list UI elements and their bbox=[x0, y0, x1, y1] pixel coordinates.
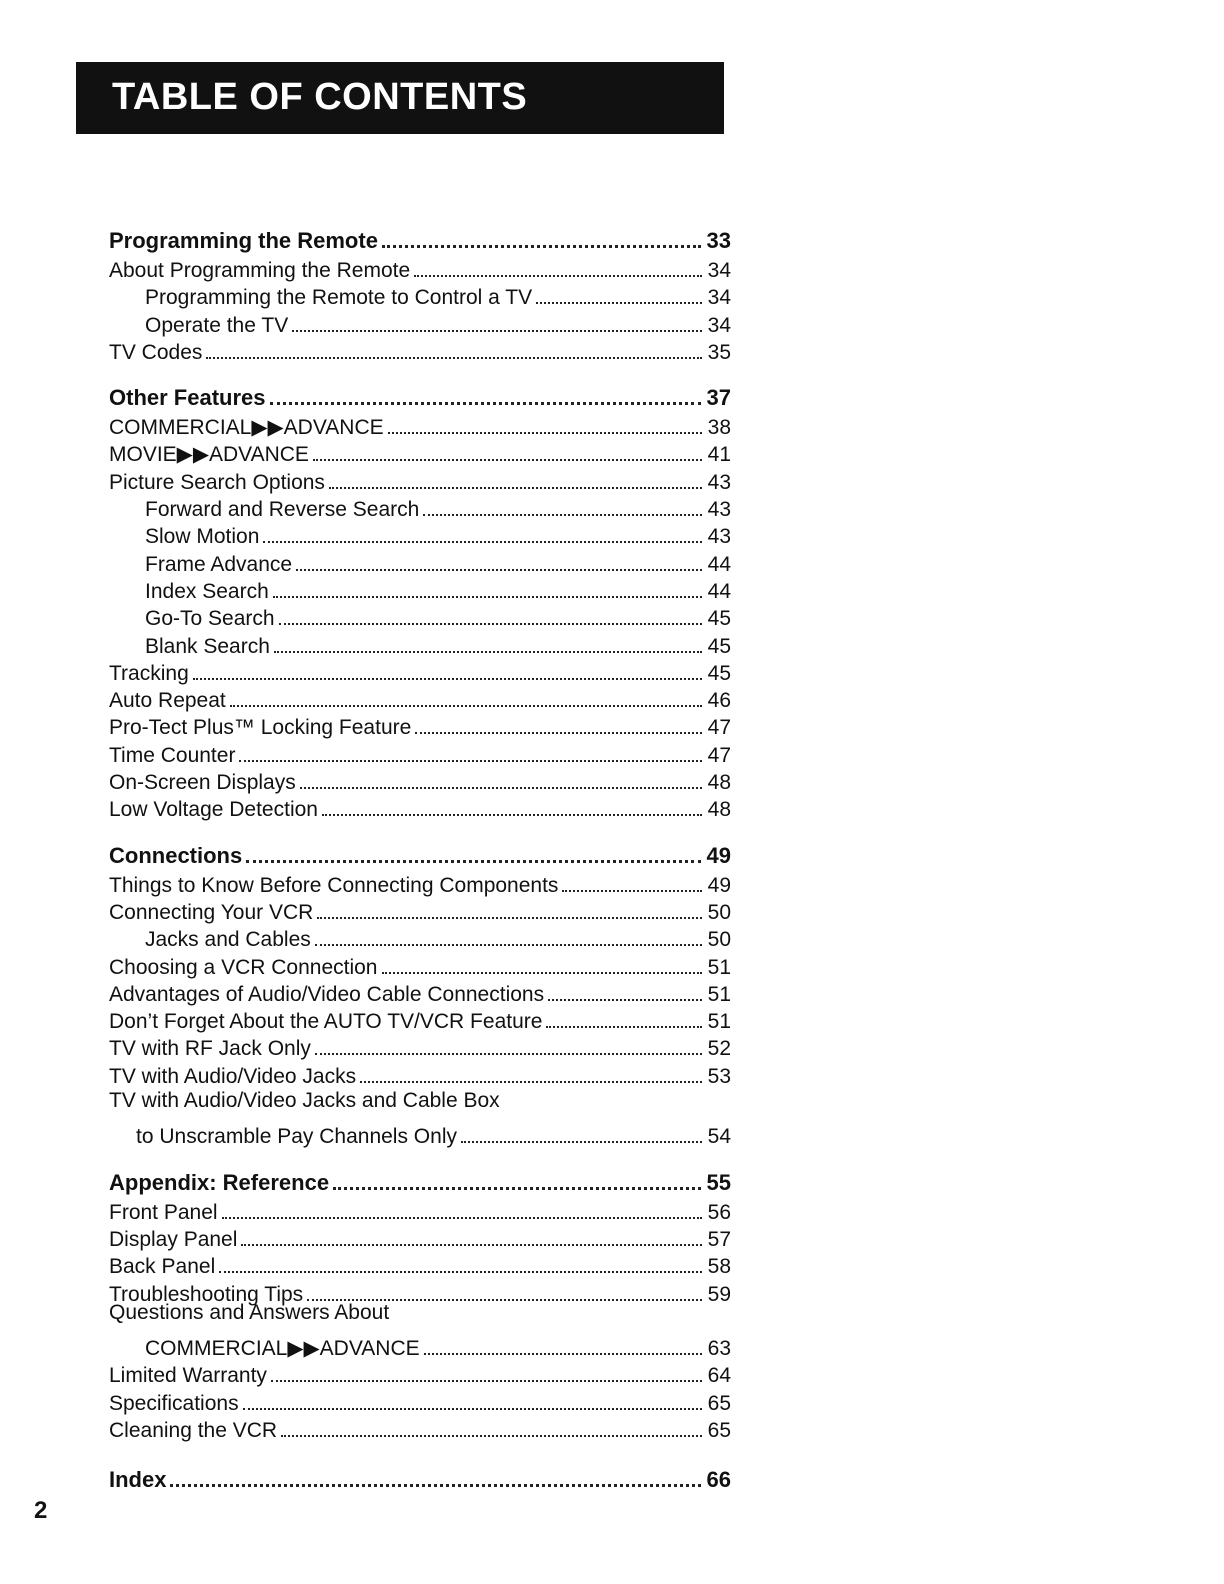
dot-leader bbox=[313, 432, 702, 461]
toc-page-number: 44 bbox=[707, 579, 731, 603]
toc-entry[interactable] bbox=[109, 1114, 731, 1149]
toc-page-number: 33 bbox=[706, 228, 731, 253]
dot-leader bbox=[243, 1381, 702, 1410]
toc-page-number: 34 bbox=[707, 313, 731, 337]
dot-leader bbox=[546, 999, 701, 1028]
toc-page-number: 50 bbox=[707, 900, 731, 924]
toc-entry-label: About Programming the Remote bbox=[109, 259, 411, 282]
toc-page-number: 63 bbox=[707, 1337, 731, 1361]
toc-page-number: 44 bbox=[707, 552, 731, 576]
toc-entry-label: Limited Warranty bbox=[109, 1364, 267, 1388]
toc-page-number: 51 bbox=[707, 955, 731, 979]
dot-leader bbox=[271, 1353, 702, 1382]
dot-leader bbox=[388, 405, 702, 434]
toc-page-number: 46 bbox=[707, 689, 731, 713]
toc-entry-label: Picture Search Options bbox=[109, 470, 325, 494]
toc-entry-label: Cleaning the VCR bbox=[109, 1418, 278, 1442]
dot-leader bbox=[307, 1272, 701, 1301]
toc-page-number: 48 bbox=[707, 798, 731, 822]
toc-page-number: 50 bbox=[707, 928, 731, 952]
toc-entry-label: Advantages of Audio/Video Cable Connections bbox=[109, 982, 545, 1006]
dot-leader bbox=[296, 542, 702, 571]
dot-leader bbox=[292, 303, 701, 332]
toc-page-number: 51 bbox=[707, 1010, 731, 1034]
dot-leader bbox=[219, 1244, 701, 1273]
dot-leader bbox=[333, 1160, 700, 1190]
toc-page-number: 58 bbox=[707, 1255, 731, 1279]
toc-entry-label: Other Features bbox=[109, 385, 266, 411]
toc-entry-label: Display Panel bbox=[109, 1227, 238, 1251]
dot-leader bbox=[329, 460, 702, 489]
toc-page-number: 43 bbox=[707, 470, 731, 494]
header-bar bbox=[76, 62, 724, 134]
dot-leader bbox=[300, 760, 702, 789]
toc-page-number: 54 bbox=[707, 1125, 731, 1149]
toc-entry-label: Don’t Forget About the AUTO TV/VCR Feature bbox=[109, 1010, 543, 1034]
toc-entry-label: Tracking bbox=[109, 661, 189, 685]
dot-leader bbox=[382, 945, 702, 974]
dot-leader bbox=[536, 275, 702, 304]
toc-entry-label: Time Counter bbox=[109, 743, 236, 767]
toc-entry[interactable] bbox=[109, 678, 731, 713]
toc-page-number: 49 bbox=[707, 873, 731, 897]
toc-entry-label: Appendix: Reference bbox=[109, 1169, 330, 1195]
dot-leader bbox=[322, 787, 702, 816]
dot-leader bbox=[241, 1217, 701, 1246]
toc-page-number: 43 bbox=[707, 525, 731, 549]
toc-entry-label: Choosing a VCR Connection bbox=[109, 955, 378, 979]
toc-entry-label: Auto Repeat bbox=[109, 689, 226, 713]
toc-page-number: 43 bbox=[707, 498, 731, 522]
toc-page-number: 45 bbox=[707, 661, 731, 685]
toc-entry-label: TV with Audio/Video Jacks bbox=[109, 1064, 357, 1088]
dot-leader bbox=[193, 651, 702, 680]
toc-entry-label: Things to Know Before Connecting Components bbox=[109, 873, 559, 897]
toc-page-number: 38 bbox=[707, 416, 731, 440]
toc-page-number: 65 bbox=[707, 1391, 731, 1415]
toc-entry-label: Go-To Search bbox=[145, 607, 275, 631]
toc-page-number: 35 bbox=[707, 340, 731, 364]
toc-page-number: 47 bbox=[707, 743, 731, 767]
toc-entry-label: Connecting Your VCR bbox=[109, 900, 314, 924]
dot-leader bbox=[206, 330, 701, 359]
toc-entry-label: On-Screen Displays bbox=[109, 771, 296, 795]
toc-section-heading[interactable] bbox=[109, 1160, 731, 1195]
dot-leader bbox=[548, 972, 702, 1001]
toc-page-number: 34 bbox=[707, 286, 731, 310]
toc-page-number: 37 bbox=[706, 385, 731, 411]
dot-leader bbox=[424, 1326, 702, 1355]
toc-entry-label: Front Panel bbox=[109, 1200, 218, 1224]
toc-entry-label: Programming the Remote to Control a TV bbox=[145, 286, 533, 310]
toc-section-heading[interactable] bbox=[109, 375, 731, 411]
toc-page-number: 47 bbox=[707, 716, 731, 740]
toc-page-number: 51 bbox=[707, 982, 731, 1006]
dot-leader bbox=[382, 218, 701, 248]
toc-page-number: 66 bbox=[706, 1467, 731, 1493]
toc-page-number: 55 bbox=[706, 1169, 731, 1195]
toc-section-heading[interactable] bbox=[109, 833, 731, 868]
toc-page-number: 34 bbox=[707, 259, 731, 282]
toc-entry[interactable] bbox=[109, 1326, 731, 1361]
dot-leader bbox=[415, 705, 701, 734]
toc-page-number: 53 bbox=[707, 1064, 731, 1088]
dot-leader bbox=[230, 678, 702, 707]
toc-entry-label: Questions and Answers About bbox=[109, 1300, 390, 1324]
dot-leader bbox=[279, 596, 702, 625]
toc-page-number: 48 bbox=[707, 771, 731, 795]
toc-entry-label: COMMERCIAL▶▶ADVANCE bbox=[109, 416, 384, 440]
toc-section-heading[interactable] bbox=[109, 218, 731, 253]
dot-leader bbox=[281, 1408, 702, 1437]
toc-entry-label: TV Codes bbox=[109, 340, 203, 364]
toc-entry-label: Forward and Reverse Search bbox=[145, 498, 420, 522]
toc-page-number: 59 bbox=[707, 1282, 731, 1306]
toc-entry-label: Frame Advance bbox=[145, 552, 293, 576]
dot-leader bbox=[239, 733, 701, 762]
toc-entry-label: Connections bbox=[109, 842, 243, 868]
toc-page-number: 45 bbox=[707, 634, 731, 658]
dot-leader bbox=[315, 917, 702, 946]
toc-entry-label: COMMERCIAL▶▶ADVANCE bbox=[145, 1337, 420, 1361]
dot-leader bbox=[170, 1457, 700, 1487]
table-of-contents bbox=[109, 218, 731, 1493]
toc-section-heading[interactable] bbox=[109, 1457, 731, 1493]
page-number: 2 bbox=[34, 1497, 48, 1524]
toc-entry-label: Low Voltage Detection bbox=[109, 798, 318, 822]
toc-entry-label: Troubleshooting Tips bbox=[109, 1282, 304, 1306]
toc-entry-label: Pro-Tect Plus™ Locking Feature bbox=[109, 716, 412, 740]
toc-page-number: 52 bbox=[707, 1037, 731, 1061]
toc-entry-label: Index bbox=[109, 1467, 167, 1493]
dot-leader bbox=[270, 375, 701, 405]
toc-page-number: 64 bbox=[707, 1364, 731, 1388]
toc-entry-label: Specifications bbox=[109, 1391, 239, 1415]
dot-leader bbox=[562, 863, 701, 892]
toc-entry-label: TV with RF Jack Only bbox=[109, 1037, 311, 1061]
dot-leader bbox=[222, 1190, 702, 1219]
toc-entry-label: Blank Search bbox=[145, 634, 270, 658]
toc-entry-label: Operate the TV bbox=[145, 313, 289, 337]
dot-leader bbox=[246, 833, 700, 863]
toc-entry-label: Jacks and Cables bbox=[145, 928, 311, 952]
dot-leader bbox=[414, 248, 701, 277]
toc-entry-label: to Unscramble Pay Channels Only bbox=[136, 1125, 457, 1149]
toc-entry-label: Back Panel bbox=[109, 1255, 216, 1279]
toc-page-number: 45 bbox=[707, 607, 731, 631]
toc-page-number: 41 bbox=[707, 443, 731, 467]
toc-entry-label: TV with Audio/Video Jacks and Cable Box bbox=[109, 1089, 500, 1113]
toc-entry-label: MOVIE▶▶ADVANCE bbox=[109, 443, 309, 467]
dot-leader bbox=[360, 1054, 702, 1083]
toc-entry-label: Programming the Remote bbox=[109, 228, 378, 253]
dot-leader bbox=[263, 514, 701, 543]
dot-leader bbox=[423, 487, 701, 516]
toc-page-number: 56 bbox=[707, 1200, 731, 1224]
toc-entry[interactable] bbox=[109, 651, 731, 685]
toc-entry[interactable] bbox=[109, 1299, 731, 1326]
dot-leader bbox=[461, 1114, 702, 1143]
toc-entry-label: Slow Motion bbox=[145, 525, 260, 549]
dot-leader bbox=[315, 1026, 702, 1055]
toc-page-number: 49 bbox=[706, 842, 731, 868]
dot-leader bbox=[317, 890, 701, 919]
dot-leader bbox=[273, 569, 702, 598]
toc-page-number: 65 bbox=[707, 1418, 731, 1442]
dot-leader bbox=[274, 624, 702, 653]
page-title: TABLE OF CONTENTS bbox=[112, 76, 528, 118]
toc-entry-label: Index Search bbox=[145, 579, 269, 603]
toc-page-number: 57 bbox=[707, 1227, 731, 1251]
toc-entry[interactable] bbox=[109, 1087, 731, 1114]
